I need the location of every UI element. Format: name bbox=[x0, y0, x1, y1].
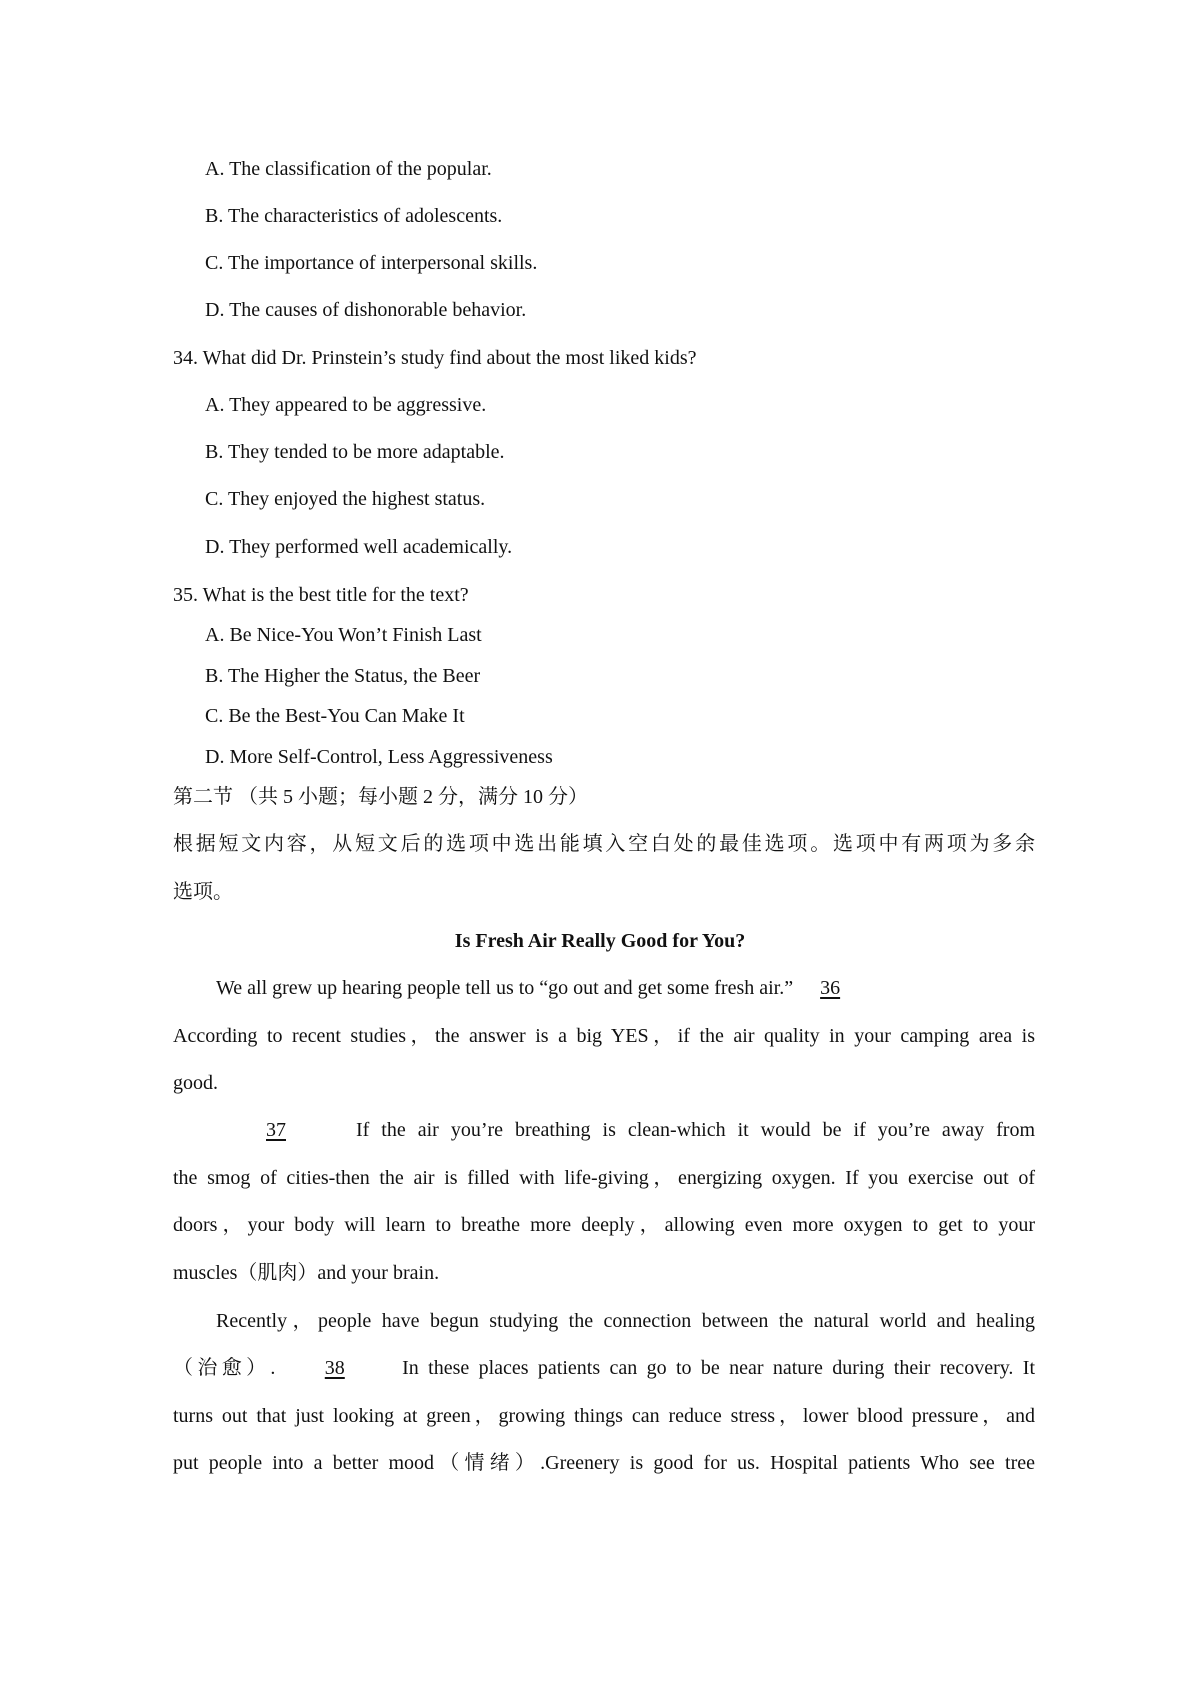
q34-option-b: B. They tended to be more adaptable. bbox=[205, 441, 505, 463]
q35-option-d: D. More Self-Control, Less Aggressiveness bbox=[205, 746, 553, 768]
paragraph-1-line1 bbox=[216, 976, 862, 1000]
paragraph-2-line4: muscles（肌肉）and your brain. bbox=[173, 1262, 440, 1284]
paragraph-3-line1: Recently，people have begun studying the connection between the natural world and healing bbox=[216, 1310, 1035, 1332]
section-instruction-line1: 根据短文内容，从短文后的选项中选出能填入空白处的最佳选项。选项中有两项为多余 bbox=[173, 833, 1035, 855]
blank-38: 38 bbox=[324, 1357, 345, 1379]
q34-stem: 34. What did Dr. Prinstein’s study find about the most liked kids? bbox=[173, 347, 697, 369]
paragraph-2-line2: the smog of cities-then the air is filled with life-giving，energizing oxygen. If you exercise out of bbox=[173, 1167, 1035, 1189]
paragraph-1-line2: According to recent studies，the answer is a big YES，if the air quality in your camping area is bbox=[173, 1025, 1035, 1047]
paragraph-3-line2 bbox=[173, 1356, 1035, 1380]
passage-title: Is Fresh Air Really Good for You? bbox=[454, 930, 746, 952]
section-instruction-line2: 选项。 bbox=[173, 881, 233, 903]
q33-option-a: A. The classification of the popular. bbox=[205, 158, 492, 180]
paragraph-3-line4: put people into a better mood（情绪）.Greenery is good for us. Hospital patients Who see tree bbox=[173, 1452, 1035, 1474]
paragraph-2-line1 bbox=[216, 1118, 1035, 1142]
q35-stem: 35. What is the best title for the text? bbox=[173, 584, 469, 606]
q34-option-a: A. They appeared to be aggressive. bbox=[205, 394, 487, 416]
section-heading: 第二节 （共 5 小题；每小题 2 分，满分 10 分） bbox=[173, 786, 588, 808]
blank-36: 36 bbox=[820, 977, 841, 999]
q33-option-d: D. The causes of dishonorable behavior. bbox=[205, 299, 527, 321]
q35-option-a: A. Be Nice-You Won’t Finish Last bbox=[205, 624, 482, 646]
q33-option-c: C. The importance of interpersonal skills. bbox=[205, 252, 538, 274]
paragraph-3-line3: turns out that just looking at green，growing things can reduce stress，lower blood pressure，and bbox=[173, 1405, 1035, 1427]
q35-option-b: B. The Higher the Status, the Beer bbox=[205, 665, 481, 687]
q33-option-b: B. The characteristics of adolescents. bbox=[205, 205, 503, 227]
paragraph-3-post: In these places patients can go to be near nature during their recovery. It bbox=[402, 1357, 1035, 1379]
paragraph-3-pre: （治愈）. bbox=[173, 1357, 276, 1379]
q35-option-c: C. Be the Best-You Can Make It bbox=[205, 705, 465, 727]
paragraph-1-line3: good. bbox=[173, 1072, 218, 1094]
paragraph-2-text: If the air you’re breathing is clean-which it would be if you’re away from bbox=[356, 1119, 1035, 1141]
q34-option-c: C. They enjoyed the highest status. bbox=[205, 488, 486, 510]
q34-option-d: D. They performed well academically. bbox=[205, 536, 513, 558]
paragraph-2-line3: doors，your body will learn to breathe more deeply，allowing even more oxygen to get to your bbox=[173, 1214, 1035, 1236]
paragraph-1-text: We all grew up hearing people tell us to “go out and get some fresh air.” bbox=[216, 977, 794, 999]
blank-37: 37 bbox=[266, 1119, 286, 1141]
